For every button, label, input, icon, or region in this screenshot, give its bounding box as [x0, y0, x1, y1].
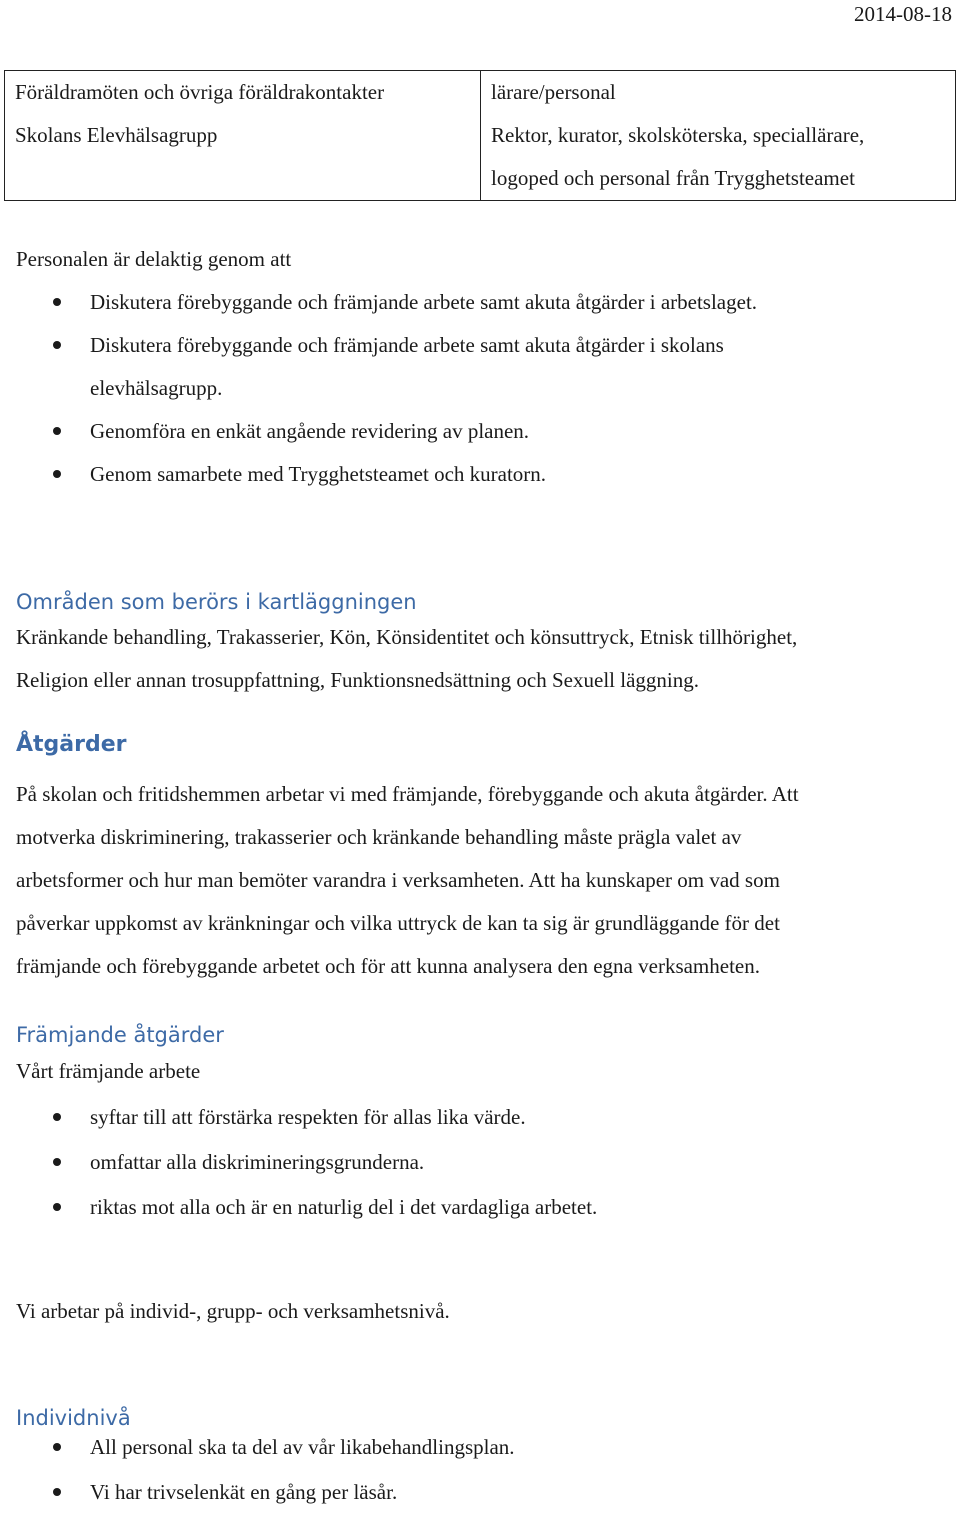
bullet-icon — [53, 1203, 61, 1211]
areas-line: Religion eller annan trosuppfattning, Funktionsnedsättning och Sexuell läggning. — [16, 668, 699, 692]
list-item: Genomföra en enkät angående revidering av planen. — [16, 410, 946, 453]
measures-line: arbetsformer och hur man bemöter varandra i verksamheten. Att ha kunskaper om vad som — [16, 868, 780, 892]
promoting-section — [16, 1020, 946, 1230]
promoting-heading: Främjande åtgärder — [16, 1023, 224, 1047]
table-cell-line: logoped och personal från Trygghetsteamet — [491, 166, 855, 190]
list-item: Diskutera förebyggande och främjande arbete samt akuta åtgärder i arbetslaget. — [16, 281, 946, 324]
bullet-icon — [53, 298, 61, 306]
page-date: 2014-08-18 — [854, 2, 952, 26]
table-cell: Skolans Elevhälsagrupp — [5, 114, 481, 201]
bullet-icon — [53, 1488, 61, 1496]
table-row — [5, 114, 956, 201]
measures-section — [16, 730, 946, 988]
table-cell — [481, 114, 956, 201]
list-item: Vi har trivselenkät en gång per läsår. — [16, 1470, 946, 1515]
areas-line: Kränkande behandling, Trakasserier, Kön, Könsidentitet och könsuttryck, Etnisk tillhörighet, — [16, 625, 798, 649]
table-cell: lärare/personal — [481, 71, 956, 115]
list-item: Diskutera förebyggande och främjande arbete samt akuta åtgärder i skolans elevhälsagrupp. — [16, 324, 946, 410]
areas-section — [16, 588, 946, 702]
levels-paragraph — [16, 1290, 946, 1333]
list-item: syftar till att förstärka respekten för allas lika värde. — [16, 1095, 946, 1140]
promoting-list — [16, 1095, 946, 1230]
individual-list — [16, 1425, 946, 1515]
bullet-icon — [53, 1443, 61, 1451]
bullet-icon — [53, 341, 61, 349]
roles-table — [4, 70, 956, 201]
measures-line: påverkar uppkomst av kränkningar och vilka uttryck de kan ta sig är grundläggande för det — [16, 911, 780, 935]
individual-section — [16, 1403, 946, 1515]
bullet-icon — [53, 1113, 61, 1121]
table-cell-line: Rektor, kurator, skolsköterska, speciallärare, — [491, 123, 865, 147]
measures-heading: Åtgärder — [16, 732, 127, 757]
bullet-icon — [53, 1158, 61, 1166]
bullet-icon — [53, 470, 61, 478]
measures-line: motverka diskriminering, trakasserier och kränkande behandling måste prägla valet av — [16, 825, 742, 849]
staff-section — [16, 238, 946, 496]
bullet-icon — [53, 427, 61, 435]
levels-text: Vi arbetar på individ-, grupp- och verksamhetsnivå. — [16, 1299, 450, 1323]
table-row — [5, 71, 956, 115]
staff-intro: Personalen är delaktig genom att — [16, 247, 292, 271]
measures-line: främjande och förebyggande arbetet och för att kunna analysera den egna verksamheten. — [16, 954, 760, 978]
list-item: Genom samarbete med Trygghetsteamet och kuratorn. — [16, 453, 946, 496]
measures-line: På skolan och fritidshemmen arbetar vi med främjande, förebyggande och akuta åtgärder. Att — [16, 782, 799, 806]
areas-heading: Områden som berörs i kartläggningen — [16, 590, 417, 614]
list-item: All personal ska ta del av vår likabehandlingsplan. — [16, 1425, 946, 1470]
individual-heading: Individnivå — [16, 1406, 131, 1430]
list-item: omfattar alla diskrimineringsgrunderna. — [16, 1140, 946, 1185]
table-cell: Föräldramöten och övriga föräldrakontakter — [5, 71, 481, 115]
list-item: riktas mot alla och är en naturlig del i det vardagliga arbetet. — [16, 1185, 946, 1230]
promoting-intro: Vårt främjande arbete — [16, 1059, 201, 1083]
staff-list — [16, 281, 946, 496]
